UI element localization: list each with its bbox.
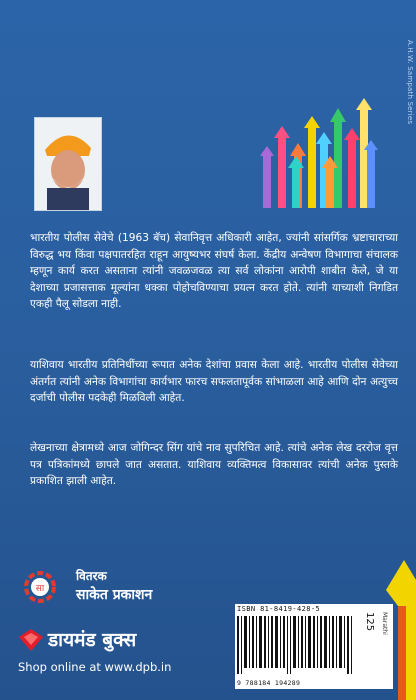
- yellow-arrow-graphic: [380, 560, 416, 700]
- distributor-label: वितरक: [76, 569, 107, 583]
- rising-arrows-graphic: [252, 98, 382, 208]
- distributor-name: साकेत प्रकाशन: [76, 587, 153, 603]
- author-photo: [34, 117, 102, 211]
- barcode-digits: 9 788184 194289: [237, 679, 301, 687]
- svg-text:सा: सा: [35, 584, 45, 594]
- saket-logo-icon: [20, 568, 60, 606]
- price-text: 125: [364, 612, 375, 632]
- author-bio-paragraph-1: [30, 230, 398, 313]
- author-bio-paragraph-2: [30, 357, 398, 407]
- series-text: A.H.W. Sampath Series: [406, 40, 414, 125]
- isbn-text: ISBN 81-8419-428-5: [237, 605, 321, 613]
- imprint-name: डायमंड बुक्स: [48, 629, 137, 651]
- price-language-text: Marathi: [381, 612, 388, 635]
- bio-text-3: लेखनाच्या क्षेत्रामध्ये आज जोगिन्दर सिंग यांचे नाव सुपरिचित आहे. त्यांचे अनेक लेख दररोज वृत्त पत्र पत्रिकांमध्ये छापले जात असतात. याशिवाय व्यक्तिमत्व विकासावर त्यांची अनेक पुस्तके प्रकाशित झाली आहेत.: [30, 442, 398, 488]
- barcode-box: [235, 604, 393, 689]
- author-bio-paragraph-3: [30, 440, 398, 490]
- diamond-logo-icon: [18, 628, 44, 652]
- barcode-bars: [237, 616, 357, 674]
- bio-text-1: भारतीय पोलीस सेवेचे (1963 बॅच) सेवानिवृत्त अधिकारी आहेत, ज्यांनी सांसर्गिक भ्रष्टाचाराच्या विरुद्ध भय किंवा पक्षपातरहित राहून आयुष्यभर संघर्ष केला. केंद्रीय अन्वेषण विभागाचा संचालक म्हणून कार्य करत असताना त्यांनी जवळजवळ त्या सर्व लोकांना आरोपी शाबीत केले, जे या देशाच्या प्रजासत्ताक मूल्यांना धक्का पोहोचविण्याचा प्रयत्न करत होते. त्यांनी याच्याशी निगडित एकही पैलू सोडला नाही.: [30, 232, 398, 311]
- bio-text-2: याशिवाय भारतीय प्रतिनिधींच्या रूपात अनेक देशांचा प्रवास केला आहे. भारतीय पोलीस सेवेच्या अंतर्गत त्यांनी अनेक विभागांचा कार्यभार फारच सफलतापूर्वक सांभाळला आहे आणि दोन अत्युच्च दर्जाची पोलीस पदकेही मिळविली आहेत.: [30, 359, 398, 405]
- shop-online-text: Shop online at www.dpb.in: [18, 660, 172, 674]
